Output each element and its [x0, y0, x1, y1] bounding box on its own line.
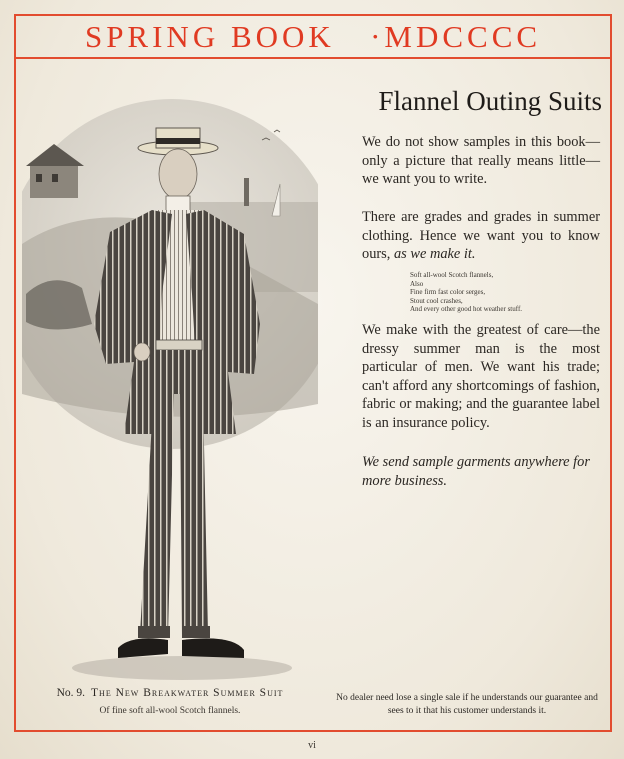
grades-paragraph — [362, 208, 600, 264]
suit-illustration — [22, 74, 318, 686]
grades-emphasis: as we make it. — [393, 246, 476, 262]
illustration-caption — [22, 687, 318, 699]
caption-number: No. 9. — [56, 687, 86, 699]
caption-subtitle: Of fine soft all-wool Scotch flannels. — [99, 706, 241, 716]
sample-paragraph: We send sample garments anywhere for more business. — [362, 454, 590, 489]
page-header — [14, 16, 612, 57]
page-title: Flannel Outing Suits — [378, 86, 602, 116]
list-item: Also — [410, 279, 424, 288]
intro-paragraph: We do not show samples in this book—only a picture that really means little—we want you to write. — [362, 134, 600, 187]
page-number: vi — [308, 740, 316, 751]
list-item: Soft all-wool Scotch flannels, — [410, 271, 494, 279]
care-paragraph: We make with the greatest of care—the dressy summer man is the most particular of men. We want his trade; can't afford any shortcomings of fashion, fabric or making; and the guarantee label is an insurance policy. — [362, 322, 600, 431]
grades-text: There are grades and grades in summer clothing. Hence we want you to know ours, — [362, 209, 600, 262]
list-item: And every other good hot weather stuff. — [410, 305, 523, 314]
fabric-list — [410, 271, 580, 314]
header-year: ·MDCCCC — [370, 18, 542, 54]
header-spacer — [335, 19, 370, 55]
header-rule — [14, 57, 612, 59]
header-title: SPRING BOOK — [84, 18, 335, 54]
list-item: Fine firm fast color serges, — [410, 288, 486, 297]
list-item: Stout cool crashes, — [410, 296, 463, 305]
dealer-note: No dealer need lose a single sale if he understands our guarantee and sees to it that his customer understands it. — [336, 693, 598, 716]
caption-name: The New Breakwater Summer Suit — [91, 687, 284, 699]
